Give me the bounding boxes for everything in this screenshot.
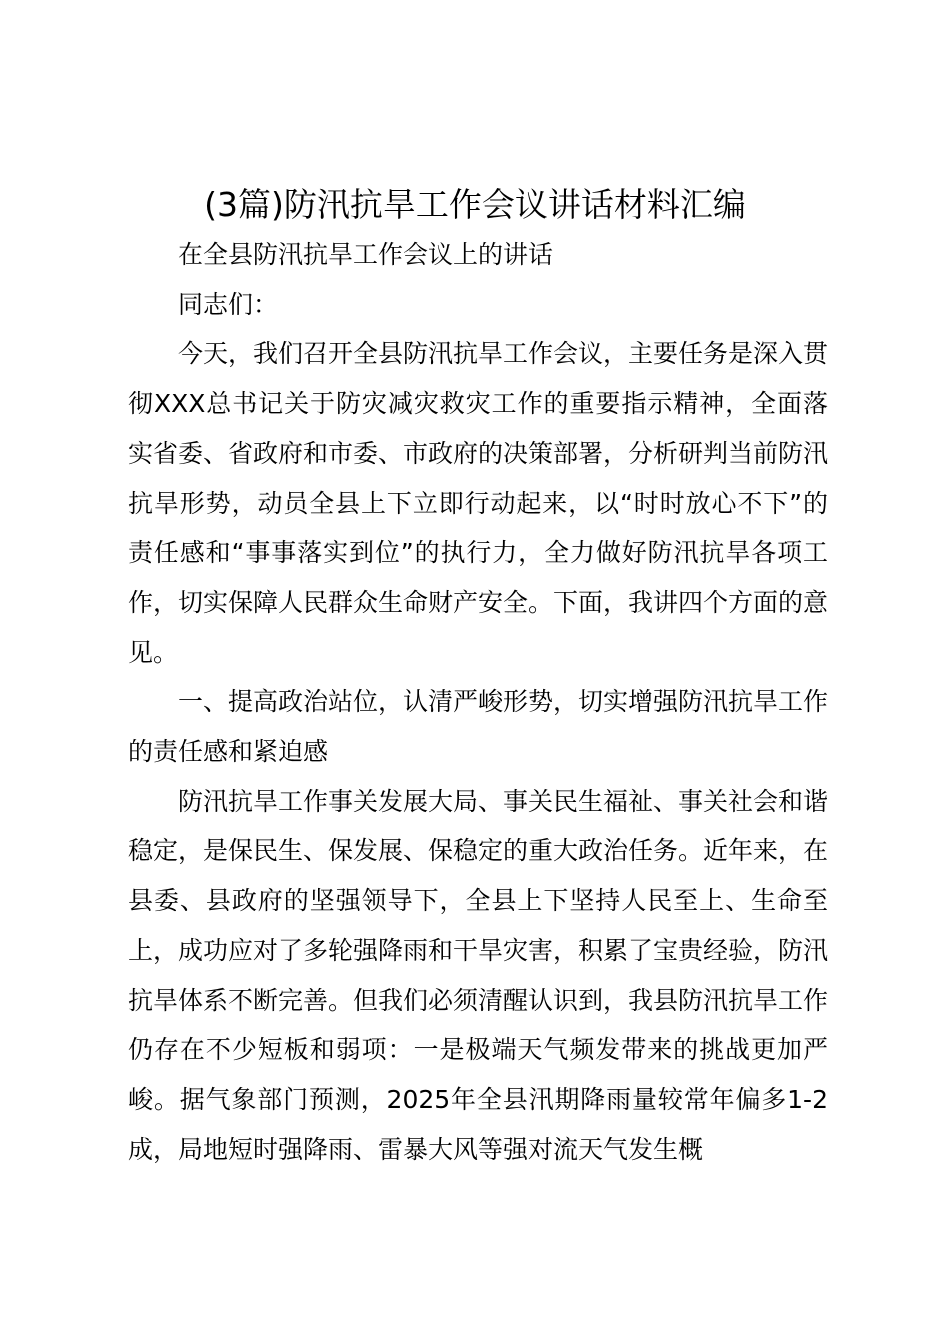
- section-heading-1: 一、提高政治站位，认清严峻形势，切实增强防汛抗旱工作的责任感和紧迫感: [128, 687, 829, 767]
- paragraph-opening: 今天，我们召开全县防汛抗旱工作会议，主要任务是深入贯彻XXX总书记关于防灾减灾救灾工作的重要指示精神，全面落实省委、省政府和市委、市政府的决策部署，分析研判当前防汛抗旱形势，动员全县上下立即行动起来，以“时时放心不下”的责任感和“事事落实到位”的执行力，全力做好防汛抗旱各项工作，切实保障人民群众生命财产安全。下面，我讲四个方面的意见。: [128, 339, 829, 667]
- salutation: 同志们：: [178, 289, 279, 319]
- speech-subtitle: 在全县防汛抗旱工作会议上的讲话: [178, 240, 554, 269]
- document-body: [128, 230, 828, 1174]
- paragraph-section-1: 防汛抗旱工作事关发展大局、事关民生福祉、事关社会和谐稳定，是保民生、保发展、保稳定的重大政治任务。近年来，在县委、县政府的坚强领导下，全县上下坚持人民至上、生命至上，成功应对了多轮强降雨和干旱灾害，积累了宝贵经验，防汛抗旱体系不断完善。但我们必须清醒认识到，我县防汛抗旱工作仍存在不少短板和弱项：一是极端天气频发带来的挑战更加严峻。据气象部门预测，2025年全县汛期降雨量较常年偏多1-2成，局地短时强降雨、雷暴大风等强对流天气发生概: [128, 786, 829, 1164]
- document-title: (3篇)防汛抗旱工作会议讲话材料汇编: [204, 185, 746, 224]
